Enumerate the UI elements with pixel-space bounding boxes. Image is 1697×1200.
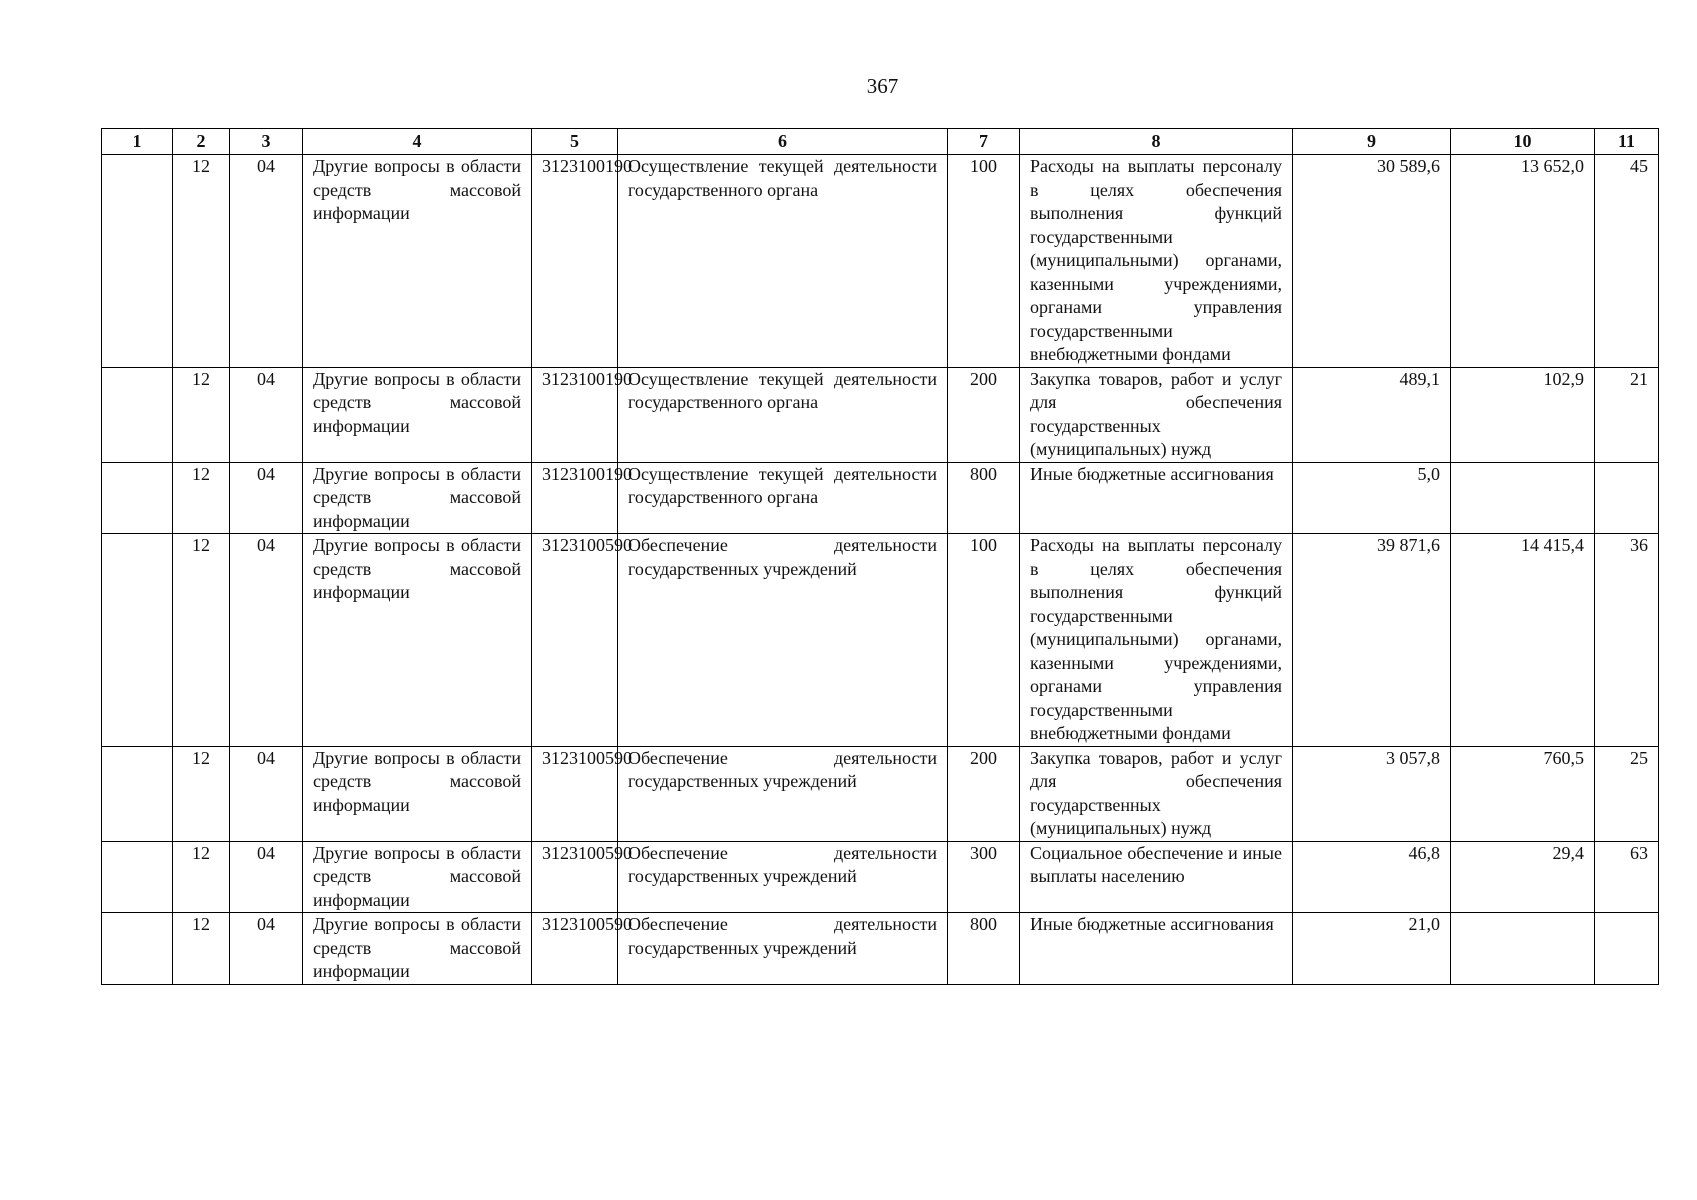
cell-col-1 xyxy=(102,367,173,462)
cell-col-11: 36 xyxy=(1595,534,1659,747)
cell-col-1 xyxy=(102,155,173,368)
page-number: 367 xyxy=(866,74,899,98)
cell-expense-name: Иные бюджетные ассигнования xyxy=(1020,913,1293,985)
cell-name: Другие вопросы в области средств массовой информации xyxy=(303,913,532,985)
column-header-1: 1 xyxy=(102,129,173,155)
cell-expense-name: Социальное обеспечение и иные выплаты населению xyxy=(1020,841,1293,913)
cell-name: Другие вопросы в области средств массовой информации xyxy=(303,534,532,747)
cell-expense-type: 200 xyxy=(948,367,1020,462)
table-row xyxy=(102,534,1659,747)
table-row xyxy=(102,462,1659,534)
cell-section: 12 xyxy=(173,534,230,747)
cell-col-9: 5,0 xyxy=(1293,462,1451,534)
table-body xyxy=(102,155,1659,985)
cell-name: Другие вопросы в области средств массовой информации xyxy=(303,746,532,841)
cell-name: Другие вопросы в области средств массовой информации xyxy=(303,367,532,462)
column-header-4: 4 xyxy=(303,129,532,155)
cell-target-article: 3123100190 xyxy=(532,462,618,534)
cell-target-name: Обеспечение деятельности государственных учреждений xyxy=(618,913,948,985)
cell-expense-name: Расходы на выплаты персоналу в целях обеспечения выполнения функций государственными (муниципальными) органами, казенными учреждениями, органами управления государственными внебюджетными фондами xyxy=(1020,155,1293,368)
column-header-5: 5 xyxy=(532,129,618,155)
cell-target-name: Обеспечение деятельности государственных учреждений xyxy=(618,534,948,747)
cell-expense-name: Закупка товаров, работ и услуг для обеспечения государственных (муниципальных) нужд xyxy=(1020,746,1293,841)
cell-target-name: Обеспечение деятельности государственных учреждений xyxy=(618,746,948,841)
cell-col-9: 46,8 xyxy=(1293,841,1451,913)
cell-col-9: 3 057,8 xyxy=(1293,746,1451,841)
cell-col-10: 102,9 xyxy=(1451,367,1595,462)
table-row xyxy=(102,841,1659,913)
table-row xyxy=(102,367,1659,462)
cell-col-10: 29,4 xyxy=(1451,841,1595,913)
cell-subsection: 04 xyxy=(230,534,303,747)
cell-col-11: 25 xyxy=(1595,746,1659,841)
cell-subsection: 04 xyxy=(230,746,303,841)
cell-col-10: 760,5 xyxy=(1451,746,1595,841)
cell-section: 12 xyxy=(173,462,230,534)
header-row xyxy=(102,129,1659,155)
cell-target-article: 3123100590 xyxy=(532,746,618,841)
cell-col-9: 489,1 xyxy=(1293,367,1451,462)
cell-target-article: 3123100190 xyxy=(532,155,618,368)
cell-target-article: 3123100590 xyxy=(532,534,618,747)
cell-target-name: Осуществление текущей деятельности государственного органа xyxy=(618,367,948,462)
cell-expense-name: Закупка товаров, работ и услуг для обеспечения государственных (муниципальных) нужд xyxy=(1020,367,1293,462)
cell-subsection: 04 xyxy=(230,367,303,462)
cell-col-11: 63 xyxy=(1595,841,1659,913)
cell-section: 12 xyxy=(173,746,230,841)
cell-col-11 xyxy=(1595,462,1659,534)
cell-target-article: 3123100590 xyxy=(532,841,618,913)
cell-col-11: 21 xyxy=(1595,367,1659,462)
cell-subsection: 04 xyxy=(230,913,303,985)
cell-col-11: 45 xyxy=(1595,155,1659,368)
cell-expense-type: 800 xyxy=(948,913,1020,985)
cell-target-name: Обеспечение деятельности государственных учреждений xyxy=(618,841,948,913)
cell-target-name: Осуществление текущей деятельности государственного органа xyxy=(618,155,948,368)
cell-col-10 xyxy=(1451,913,1595,985)
cell-col-11 xyxy=(1595,913,1659,985)
column-header-11: 11 xyxy=(1595,129,1659,155)
column-header-6: 6 xyxy=(618,129,948,155)
cell-section: 12 xyxy=(173,155,230,368)
cell-expense-name: Иные бюджетные ассигнования xyxy=(1020,462,1293,534)
cell-col-1 xyxy=(102,534,173,747)
cell-col-10: 13 652,0 xyxy=(1451,155,1595,368)
cell-expense-name: Расходы на выплаты персоналу в целях обеспечения выполнения функций государственными (муниципальными) органами, казенными учреждениями, органами управления государственными внебюджетными фондами xyxy=(1020,534,1293,747)
cell-col-9: 21,0 xyxy=(1293,913,1451,985)
cell-subsection: 04 xyxy=(230,462,303,534)
cell-target-name: Осуществление текущей деятельности государственного органа xyxy=(618,462,948,534)
cell-col-10 xyxy=(1451,462,1595,534)
cell-target-article: 3123100590 xyxy=(532,913,618,985)
table-row xyxy=(102,746,1659,841)
cell-name: Другие вопросы в области средств массовой информации xyxy=(303,462,532,534)
column-header-9: 9 xyxy=(1293,129,1451,155)
column-header-2: 2 xyxy=(173,129,230,155)
table-row xyxy=(102,913,1659,985)
cell-expense-type: 800 xyxy=(948,462,1020,534)
column-header-7: 7 xyxy=(948,129,1020,155)
cell-col-1 xyxy=(102,746,173,841)
table-row xyxy=(102,155,1659,368)
cell-target-article: 3123100190 xyxy=(532,367,618,462)
cell-expense-type: 100 xyxy=(948,155,1020,368)
cell-section: 12 xyxy=(173,913,230,985)
cell-col-9: 30 589,6 xyxy=(1293,155,1451,368)
cell-col-1 xyxy=(102,913,173,985)
cell-name: Другие вопросы в области средств массовой информации xyxy=(303,155,532,368)
cell-section: 12 xyxy=(173,367,230,462)
cell-subsection: 04 xyxy=(230,841,303,913)
cell-subsection: 04 xyxy=(230,155,303,368)
cell-expense-type: 100 xyxy=(948,534,1020,747)
cell-expense-type: 300 xyxy=(948,841,1020,913)
cell-col-1 xyxy=(102,841,173,913)
column-header-8: 8 xyxy=(1020,129,1293,155)
cell-section: 12 xyxy=(173,841,230,913)
cell-expense-type: 200 xyxy=(948,746,1020,841)
cell-col-10: 14 415,4 xyxy=(1451,534,1595,747)
column-header-3: 3 xyxy=(230,129,303,155)
budget-table xyxy=(101,128,1659,985)
cell-name: Другие вопросы в области средств массовой информации xyxy=(303,841,532,913)
column-header-10: 10 xyxy=(1451,129,1595,155)
cell-col-1 xyxy=(102,462,173,534)
cell-col-9: 39 871,6 xyxy=(1293,534,1451,747)
